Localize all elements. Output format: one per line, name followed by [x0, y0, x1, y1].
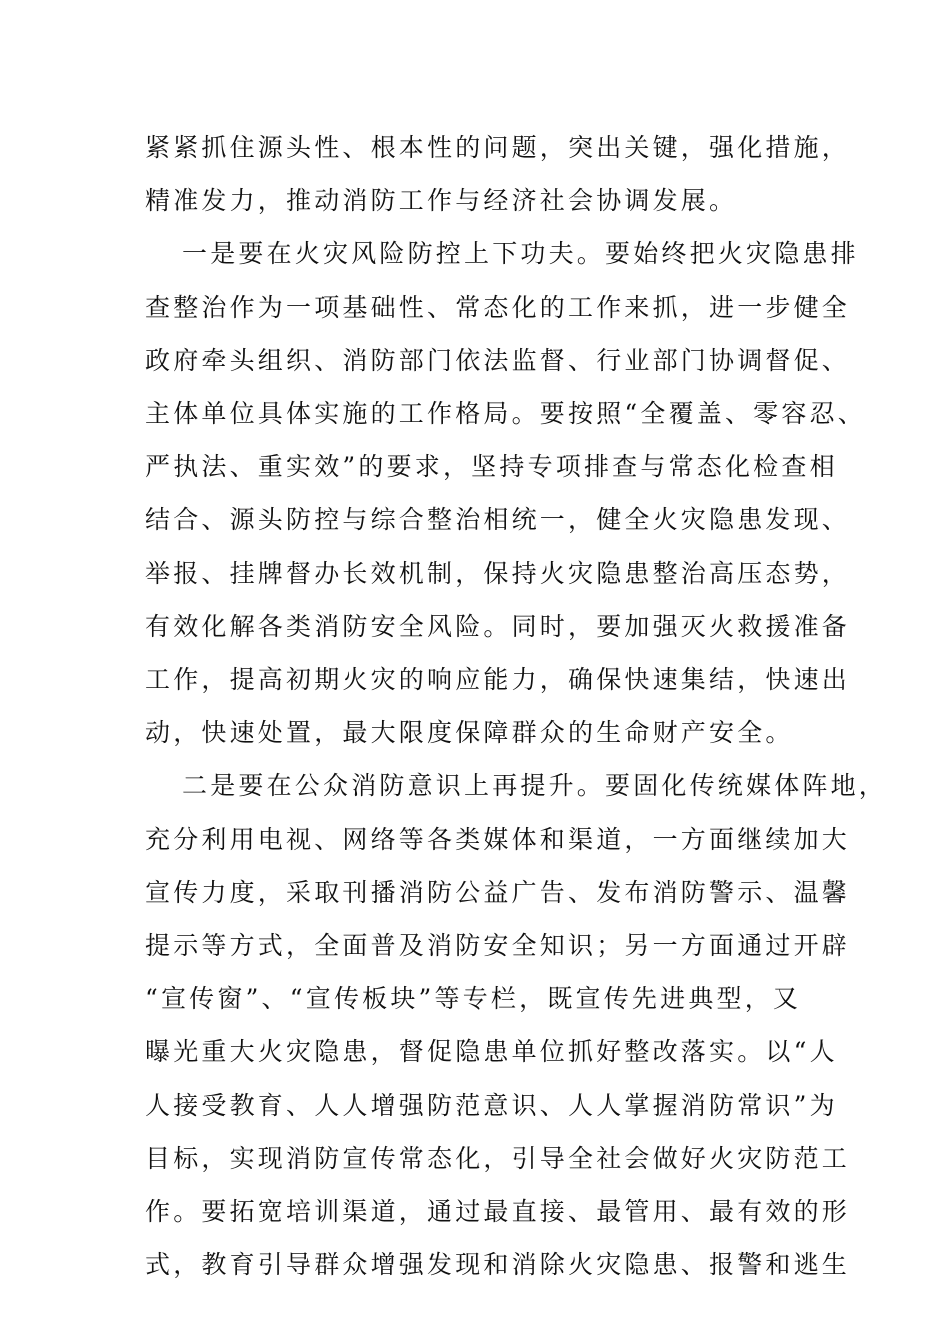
paragraph-first-line: 二是要在公众消防意识上再提升。要固化传统媒体阵地，: [182, 771, 888, 800]
text-line: 充分利用电视、网络等各类媒体和渠道，一方面继续加大: [145, 825, 851, 854]
text-line: 目标，实现消防宣传常态化，引导全社会做好火灾防范工: [145, 1144, 851, 1173]
text-line: 宣传力度，采取刊播消防公益广告、发布消防警示、温馨: [145, 878, 851, 907]
text-line: “宣传窗”、“宣传板块”等专栏，既宣传先进典型，又: [145, 984, 802, 1013]
text-line: 作。要拓宽培训渠道，通过最直接、最管用、最有效的形: [145, 1197, 851, 1226]
text-line: 紧紧抓住源头性、根本性的问题，突出关键，强化措施，: [145, 133, 851, 162]
text-line: 工作，提高初期火灾的响应能力，确保快速集结，快速出: [145, 665, 851, 694]
text-line: 式，教育引导群众增强发现和消除火灾隐患、报警和逃生: [145, 1250, 851, 1279]
text-line: 人接受教育、人人增强防范意识、人人掌握消防常识”为: [145, 1091, 838, 1120]
text-line: 查整治作为一项基础性、常态化的工作来抓，进一步健全: [145, 293, 851, 322]
text-line: 举报、挂牌督办长效机制，保持火灾隐患整治高压态势，: [145, 559, 851, 588]
text-line: 有效化解各类消防安全风险。同时，要加强灭火救援准备: [145, 612, 851, 641]
text-line: 提示等方式，全面普及消防安全知识；另一方面通过开辟: [145, 931, 851, 960]
text-line: 主体单位具体实施的工作格局。要按照“全覆盖、零容忍、: [145, 399, 866, 428]
text-line: 曝光重大火灾隐患，督促隐患单位抓好整改落实。以“人: [145, 1037, 838, 1066]
text-line: 严执法、重实效”的要求，坚持专项排查与常态化检查相: [145, 452, 838, 481]
text-line: 政府牵头组织、消防部门依法监督、行业部门协调督促、: [145, 346, 851, 375]
text-line: 精准发力，推动消防工作与经济社会协调发展。: [145, 186, 738, 215]
paragraph-first-line: 一是要在火灾风险防控上下功夫。要始终把火灾隐患排: [182, 239, 859, 268]
text-line: 结合、源头防控与综合整治相统一，健全火灾隐患发现、: [145, 505, 851, 534]
text-line: 动，快速处置，最大限度保障群众的生命财产安全。: [145, 718, 794, 747]
